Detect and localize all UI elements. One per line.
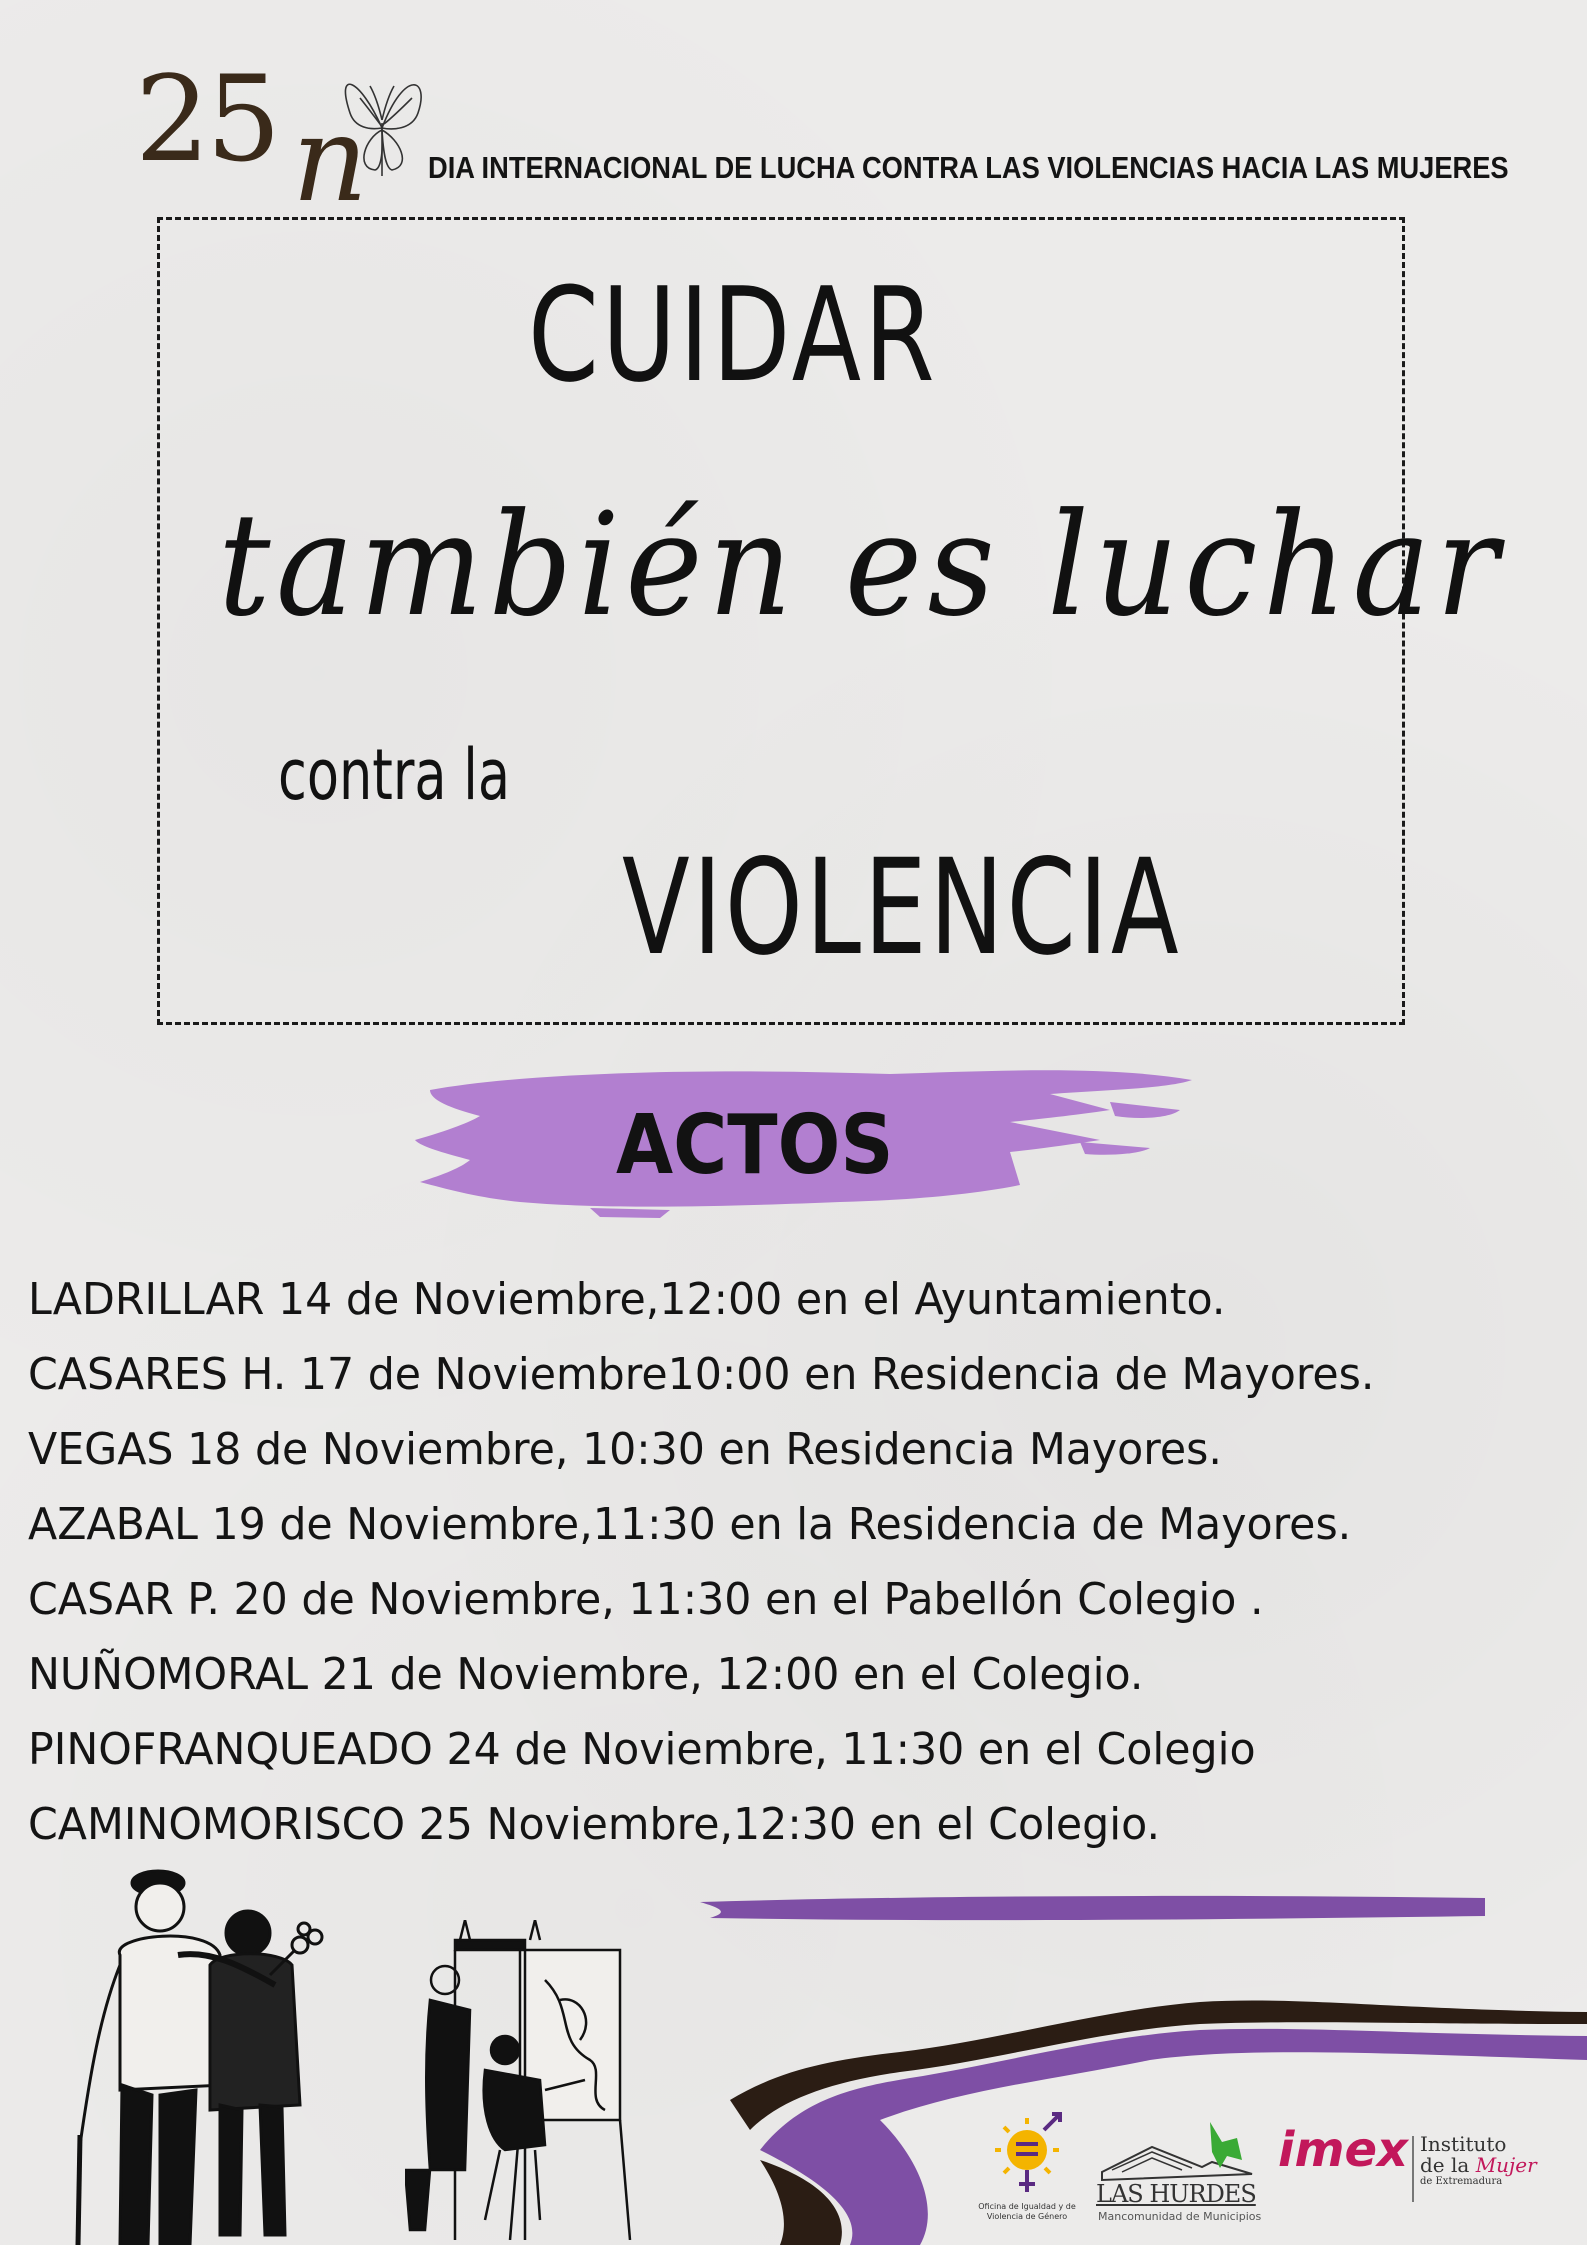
bottom-decorative-swoosh <box>0 1990 1587 2245</box>
imex-divider <box>1412 2136 1414 2202</box>
section-title: ACTOS <box>616 1098 894 1193</box>
headline-contra: contra la <box>278 734 511 816</box>
event-item: CASARES H. 17 de Noviembre10:00 en Residencia de Mayores. <box>28 1349 1375 1400</box>
event-item: PINOFRANQUEADO 24 de Noviembre, 11:30 en el Colegio <box>28 1724 1256 1775</box>
imex-institute-name <box>1420 2134 1580 2188</box>
imex-logo: imex <box>1278 2122 1408 2178</box>
headline-cuidar: CUIDAR <box>528 259 938 411</box>
headline-violencia: VIOLENCIA <box>622 831 1182 985</box>
imex-line2a: de la <box>1420 2153 1476 2177</box>
event-item: VEGAS 18 de Noviembre, 10:30 en Residencia Mayores. <box>28 1424 1222 1475</box>
imex-line1: Instituto <box>1420 2132 1507 2156</box>
las-hurdes-subtitle: Mancomunidad de Municipios <box>1098 2210 1262 2223</box>
event-item: NUÑOMORAL 21 de Noviembre, 12:00 en el Colegio. <box>28 1649 1144 1700</box>
butterfly-icon <box>330 58 434 188</box>
event-number: 25 <box>135 50 278 188</box>
event-item: CASAR P. 20 de Noviembre, 11:30 en el Pabellón Colegio . <box>28 1574 1264 1625</box>
headline-script: también es luchar <box>218 483 1504 648</box>
purple-brush-line <box>700 1890 1490 1930</box>
event-letter: n <box>292 90 368 228</box>
event-item: LADRILLAR 14 de Noviembre,12:00 en el Ayuntamiento. <box>28 1274 1226 1325</box>
igualdad-caption: Oficina de Igualdad y de Violencia de Género <box>978 2202 1076 2221</box>
events-list <box>28 1262 1416 1862</box>
las-hurdes-name: LAS HURDES <box>1096 2180 1256 2208</box>
event-item: AZABAL 19 de Noviembre,11:30 en la Residencia de Mayores. <box>28 1499 1352 1550</box>
imex-line3: de Extremadura <box>1420 2176 1503 2187</box>
event-item: CAMINOMORISCO 25 Noviembre,12:30 en el Colegio. <box>28 1799 1161 1850</box>
imex-line2b: Mujer <box>1475 2153 1537 2177</box>
page-subtitle: DIA INTERNACIONAL DE LUCHA CONTRA LAS VIOLENCIAS HACIA LAS MUJERES <box>428 150 1509 185</box>
